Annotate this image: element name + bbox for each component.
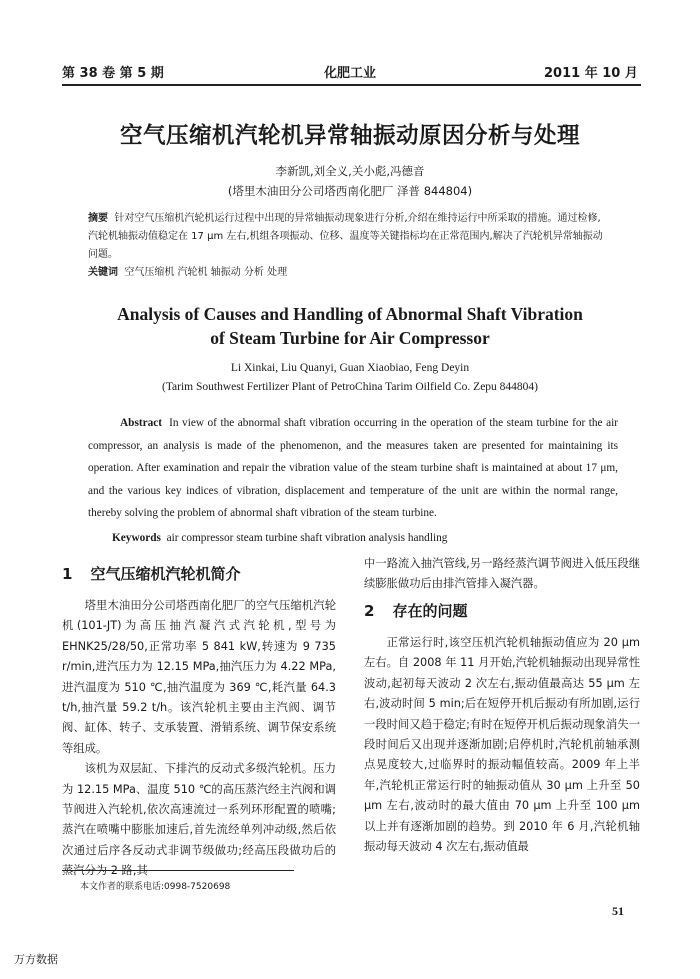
abstract-cn-label: 摘要 (88, 213, 108, 224)
section-2-paragraph-1: 正常运行时,该空压机汽轮机轴振动值应为 20 μm 左右。自 2008 年 11 月开始,汽轮机轴振动出现异常性波动,起初每天波动 2 次左右,振动值最高达 55 μm 左右,波动时间 5 min;后在短停开机后振动有所加剧,运行一段时间又趋于稳定;有时在短停开机后振动现象消失一段时间后又出现并逐渐加剧;启停机时,汽轮机前轴承测点晃度较大,过临界时的振动幅值较高。2009 年上半年,汽轮机正常运行时的轴振动值从 30 μm 上升至 50 μm 左右,波动时的最大值由 70 μm 上升至 100 μm 以上并有逐渐加剧的趋势。到 2010 年 6 月,汽轮机轴振动每天波动 4 次左右,振动值最 (364, 636, 640, 854)
authors-cn: 李新凯,刘全义,关小彪,冯德音 (275, 164, 425, 178)
section-2-number: 2 (364, 602, 375, 620)
section-1-number: 1 (62, 565, 73, 583)
page-number: 51 (612, 904, 624, 918)
section-1-continuation: 中一路流入抽汽管线,另一路经蒸汽调节阀进入低压段继续膨胀做功后由排汽管排入凝汽器。 (364, 557, 640, 591)
keywords-cn (88, 264, 608, 282)
paper-title-cn: 空气压缩机汽轮机异常轴振动原因分析与处理 (119, 123, 580, 149)
affiliation-en: (Tarim Southwest Fertilizer Plant of PetroChina Tarim Oilfield Co. Zepu 844804) (161, 381, 539, 393)
paper-title-en-line2: of Steam Turbine for Air Compressor (210, 328, 490, 348)
section-2-body (364, 633, 640, 857)
section-1-heading (62, 563, 336, 584)
keywords-en (88, 527, 618, 550)
affiliation-cn: (塔里木油田分公司塔西南化肥厂 泽普 844804) (227, 184, 473, 198)
authors-en: Li Xinkai, Liu Quanyi, Guan Xiaobiao, Feng Deyin (230, 362, 470, 374)
footnote: 本文作者的联系电话:0998-7520698 (80, 882, 231, 892)
section-2-title: 存在的问题 (392, 602, 468, 620)
abstract-en-label: Abstract (120, 417, 163, 429)
abstract-cn-text: 针对空气压缩机汽轮机运行过程中出现的异常轴振动现象进行分析,介绍在维持运行中所采取的措施。通过检修,汽轮机轴振动值稳定在 17 μm 左右,机组各项振动、位移、温度等关键指标均在正常范围内,解决了汽轮机异常轴振动问题。 (88, 213, 603, 260)
section-2-heading (364, 600, 640, 621)
watermark: 万方数据 (14, 953, 58, 966)
abstract-cn (88, 210, 608, 264)
keywords-cn-label: 关键词 (88, 267, 118, 278)
abstract-en-text: In view of the abnormal shaft vibration occurring in the operation of the steam turbine for the air compressor, an analysis is made of the phenomenon, and the measures taken are presented for maintaining its operation. After examination and repair the vibration value of the steam turbine shaft is maintained at about 17 μm, and the various key indices of vibration, displacement and temperature of the unit are within the normal range, thereby solving the problem of abnormal shaft vibration of the steam turbine. (88, 417, 619, 519)
paper-title-en-line1: Analysis of Causes and Handling of Abnormal Shaft Vibration (117, 304, 583, 324)
section-1-title: 空气压缩机汽轮机简介 (90, 565, 241, 583)
section-1-paragraph-1: 塔里木油田分公司塔西南化肥厂的空气压缩机汽轮机(101-JT)为高压抽汽凝汽式汽轮机,型号为 EHNK25/28/50,正常功率 5 841 kW,转速为 9 735 r/min,进汽压力为 12.15 MPa,抽汽压力为 4.22 MPa,进汽温度为 510 ℃,抽汽温度为 369 ℃,耗汽量 64.3 t/h,抽汽量 59.2 t/h。该汽轮机主要由主汽阀、调节阀、缸体、转子、支承装置、滑销系统、调节保安系统等组成。 (62, 599, 336, 755)
header-rule (62, 84, 641, 86)
footnote-rule (62, 870, 294, 871)
keywords-en-label: Keywords (112, 532, 161, 544)
section-1-paragraph-2: 该机为双层缸、下排汽的反动式多级汽轮机。压力为 12.15 MPa、温度 510 ℃的高压蒸汽经主汽阀和调节阀进入汽轮机,依次高速流过一系列环形配置的喷嘴;蒸汽在喷嘴中膨胀加速后,首先流经单列冲动级,然后依次通过后序各反动式非调节级做功;经高压段做功后的 (62, 762, 336, 857)
header-date: 2011 年 10 月 (544, 66, 638, 81)
keywords-cn-text: 空气压缩机 汽轮机 轴振动 分析 处理 (124, 267, 288, 278)
keywords-en-text: air compressor steam turbine shaft vibration analysis handling (166, 532, 448, 544)
section-1-body (62, 596, 336, 882)
header-volume-issue: 第 38 卷 第 5 期 (62, 66, 164, 81)
abstract-en (88, 412, 618, 525)
header-journal: 化肥工业 (323, 66, 376, 81)
